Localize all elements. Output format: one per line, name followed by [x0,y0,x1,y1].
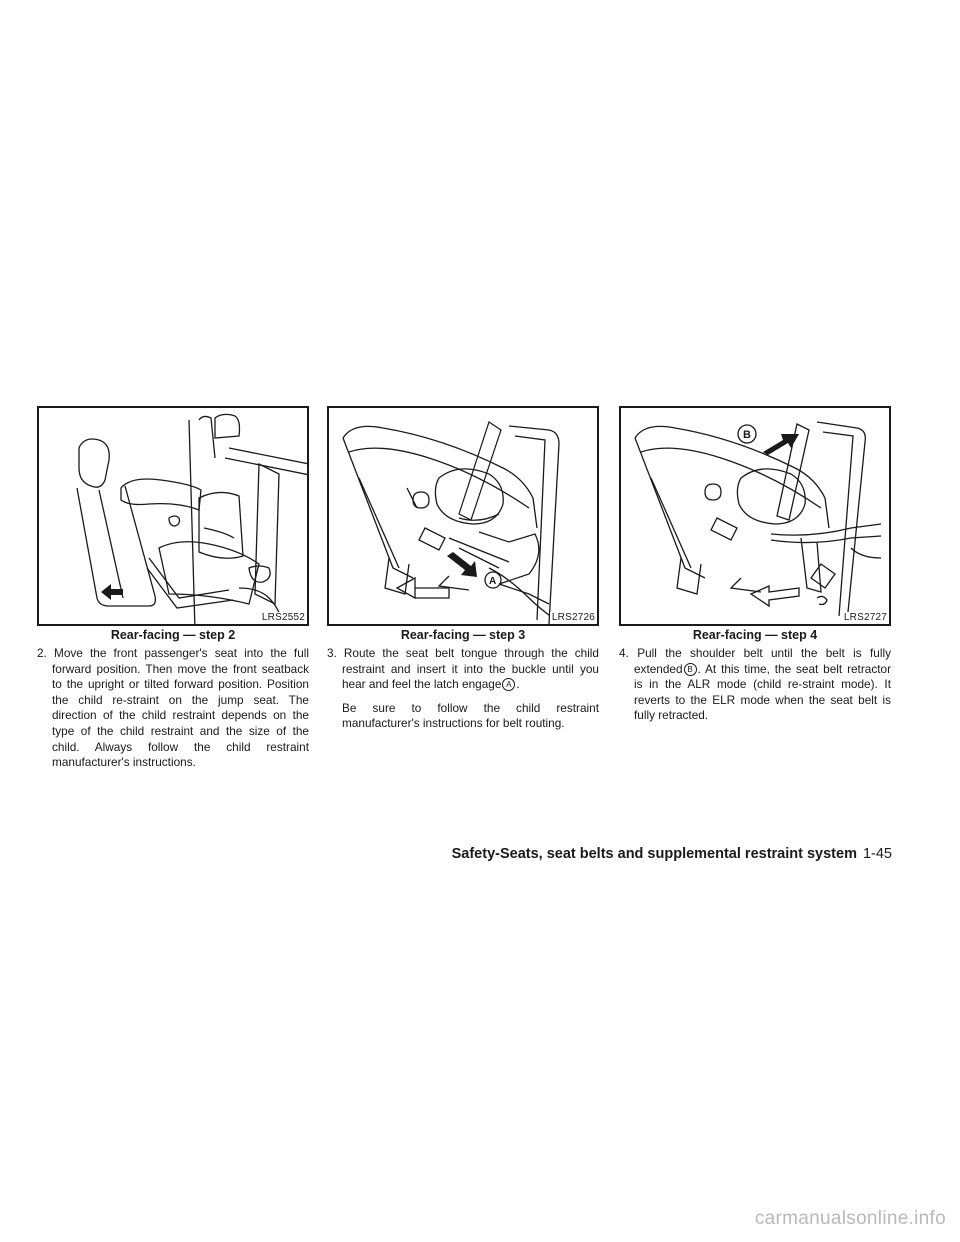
figure-step-2 [37,406,309,626]
step-text-part: . At this time, the seat belt retractor is in the ALR mode (child re-straint mode). It reverts to the ELR mode when the seat belt is fully retracted. [634,661,891,723]
section-title: Safety-Seats, seat belts and supplemental restraint system [451,846,857,862]
arrow-icon [447,552,477,577]
step-text [327,646,599,693]
column-step-2 [37,406,309,771]
figure-code: LRS2726 [551,612,595,623]
child-seat-illustration-icon [621,408,889,624]
child-seat-illustration-icon [329,408,597,624]
figure-step-4 [619,406,891,626]
step-note: Be sure to follow the child restraint manufacturer's instructions for belt routing. [342,700,599,731]
figure-caption: Rear-facing — step 2 [110,628,236,642]
callout-a-label: A [489,576,497,587]
step-text: 2. Move the front passenger's seat into the full forward position. Then move the front seatback to the upright or tilted forward position. Position the child re-straint on the jump seat. The direction of the child restraint depends on the type of the child restraint and the size of the child. Always follow the child restraint manufacturer's instructions. [37,646,309,770]
column-step-4 [619,406,891,724]
column-step-3 [327,406,599,732]
page-footer [452,846,892,862]
callout-b-label: B [743,429,751,441]
figure-caption: Rear-facing — step 3 [400,628,526,642]
callout-b: B [684,663,697,676]
page-number: 1-45 [862,846,892,862]
figure-caption: Rear-facing — step 4 [692,628,818,642]
figure-code: LRS2727 [843,612,887,623]
figure-step-3 [327,406,599,626]
arrow-icon [763,434,799,455]
callout-a: A [502,678,515,691]
seat-illustration-icon [39,408,307,624]
step-text-part: 4. Pull the shoulder belt until the belt is fully extended [619,646,891,676]
arrow-icon [101,584,123,600]
figure-code: LRS2552 [261,612,305,623]
step-text [619,646,891,724]
step-text-part: 3. Route the seat belt tongue through the child restraint and insert it into the buckle until you hear and feel the latch engage [327,646,599,692]
watermark: carmanualsonline.info [754,1208,946,1229]
step-text-part: . [516,677,520,692]
